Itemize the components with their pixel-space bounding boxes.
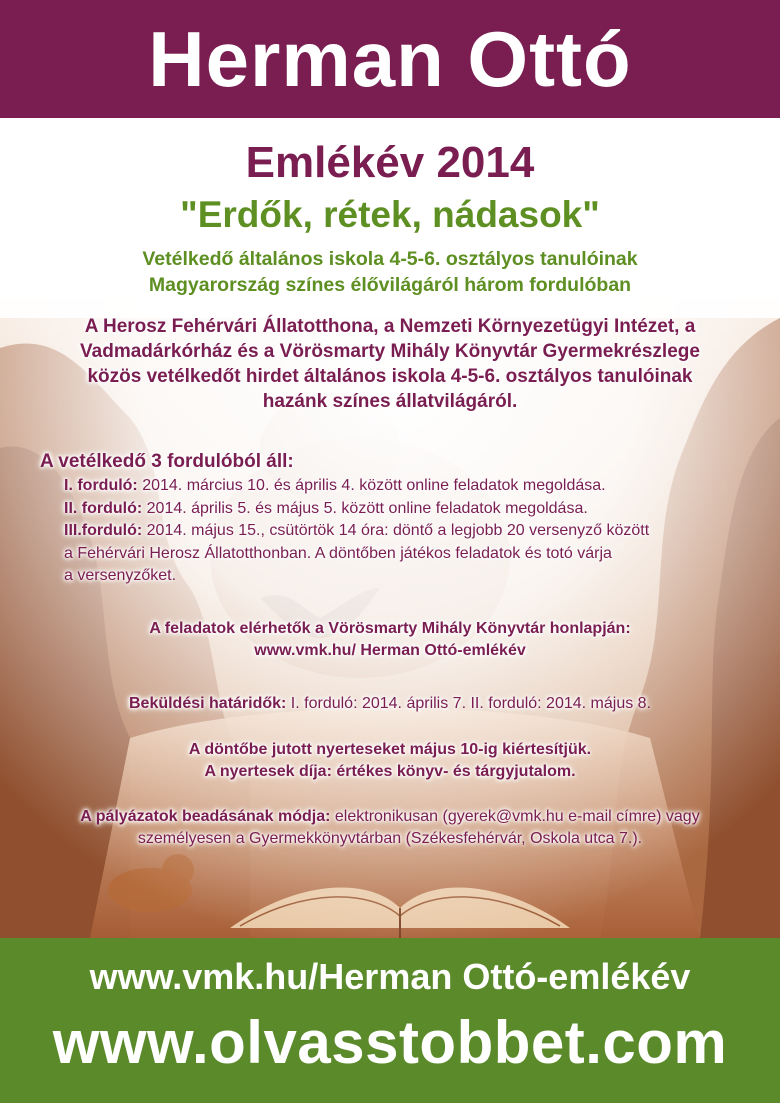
footer-band [0, 938, 780, 1103]
winners-line: A döntőbe jutott nyerteseket május 10-ig kiértesítjük. [188, 741, 592, 758]
round-label: II. forduló: [64, 499, 143, 517]
main-title: Herman Ottó [148, 15, 632, 103]
intro-line: A Herosz Fehérvári Állatotthona, a Nemzeti Környezetügyi Intézet, a [84, 316, 696, 337]
tasks-info [20, 618, 760, 662]
event-tagline [0, 246, 780, 298]
intro-paragraph [30, 314, 750, 414]
submission-info [20, 806, 760, 850]
round-item [64, 520, 754, 543]
round-continuation: a versenyzőket. [64, 567, 177, 584]
submission-text: elektronikusan (gyerek@vmk.hu e-mail címre) vagy [330, 808, 700, 825]
header-band [0, 0, 780, 118]
round-continuation: a Fehérvári Herosz Állatotthonban. A döntőben játékos feladatok és totó várja [64, 544, 612, 562]
round-item [64, 475, 754, 498]
rounds-title: A vetélkedő 3 fordulóból áll: [40, 451, 294, 472]
tagline-line: Magyarország színes élővilágáról három fordulóban [148, 274, 632, 296]
tagline-line: Vetélkedő általános iskola 4-5-6. osztályos tanulóinak [142, 248, 638, 270]
intro-line: közös vetélkedőt hirdet általános iskola 4-5-6. osztályos tanulóinak [87, 366, 693, 387]
deadlines-text: I. forduló: 2014. április 7. II. forduló: 2014. május 8. [286, 695, 652, 712]
round-label: III.forduló: [64, 522, 143, 539]
submission-text: személyesen a Gyermekkönyvtárban (Székesfehérvár, Oskola utca 7.). [137, 830, 643, 847]
footer-url-olvasstobbet[interactable]: www.olvasstobbet.com [52, 1009, 728, 1076]
tasks-line: A feladatok elérhetők a Vörösmarty Mihály Könyvtár honlapján: [149, 620, 631, 637]
round-label: I. forduló: [64, 477, 138, 494]
rounds-list [64, 475, 754, 588]
intro-line: Vadmadárkórház és a Vörösmarty Mihály Könyvtár Gyermekrészlege [80, 341, 700, 362]
deadlines-label: Beküldési határidők: [128, 695, 287, 712]
intro-line: hazánk színes állatvilágáról. [262, 391, 518, 412]
footer-url-vmk[interactable]: www.vmk.hu/Herman Ottó-emlékév [89, 956, 691, 997]
event-subtitle: Emlékév 2014 [245, 138, 535, 187]
winners-info [20, 739, 760, 783]
round-text: 2014. május 15., csütörtök 14 óra: döntő a legjobb 20 versenyző között [142, 522, 650, 539]
winners-line: A nyertesek díja: értékes könyv- és tárgyjutalom. [204, 763, 576, 780]
deadlines-info [20, 693, 760, 715]
round-text: 2014. március 10. és április 4. között online feladatok megoldása. [137, 477, 606, 494]
round-item [64, 498, 754, 521]
tasks-link[interactable]: www.vmk.hu/ Herman Ottó-emlékév [254, 642, 526, 659]
event-theme: "Erdők, rétek, nádasok" [180, 194, 600, 235]
submission-label: A pályázatok beadásának módja: [80, 808, 331, 825]
round-text: 2014. április 5. és május 5. között online feladatok megoldása. [142, 499, 588, 517]
